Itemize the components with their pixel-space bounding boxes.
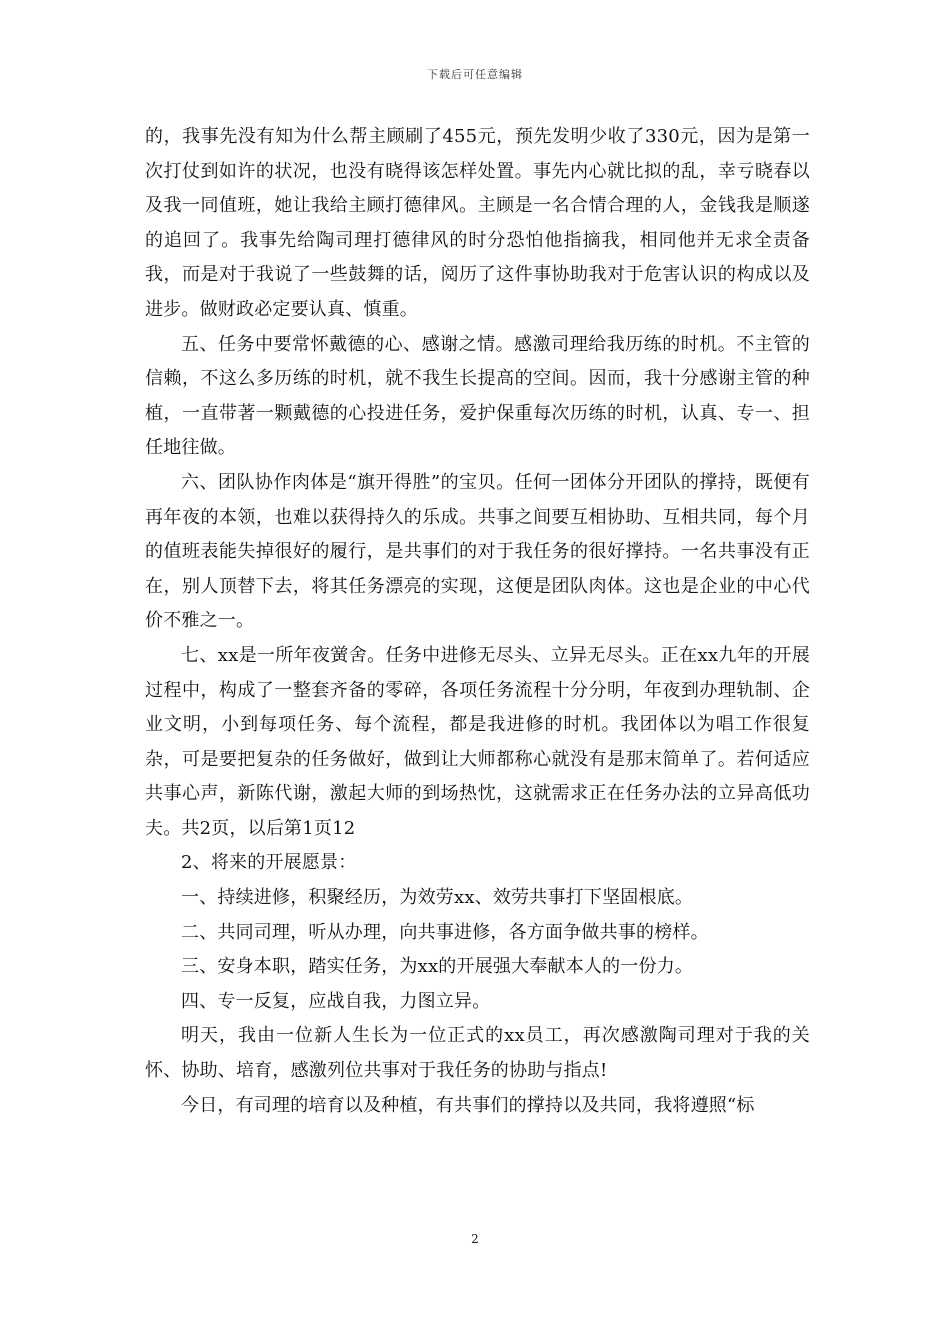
paragraph: 七、xx是一所年夜黉舍。任务中进修无尽头、立异无尽头。正在xx九年的开展过程中，构成了一整套齐备的零碎，各项任务流程十分分明，年夜到办理轨制、企业文明，小到每项任务、每个流程，都是我进修的时机。我团体以为唱工作很复杂，可是要把复杂的任务做好，做到让大师都称心就没有是那末简单了。若何适应共事心声，新陈代谢，激起大师的到场热忱，这就需求正在任务办法的立异高低功夫。共2页，以后第1页12: [145, 644, 810, 839]
paragraph: 2、将来的开展愿景：: [181, 852, 357, 874]
document-body: [145, 120, 810, 1123]
paragraph: 一、持续进修，积聚经历，为效劳xx、效劳共事打下坚固根底。: [181, 887, 694, 909]
paragraph: 六、团队协作肉体是“旗开得胜”的宝贝。任何一团体分开团队的撑持，既便有再年夜的本领，也难以获得持久的乐成。共事之间要互相协助、互相共同，每个月的值班表能失掉很好的履行，是共事们的对于我任务的很好撑持。一名共事没有正在，别人顶替下去，将其任务漂亮的实现，这便是团队肉体。这也是企业的中心代价不雅之一。: [145, 471, 810, 632]
page-header: 下载后可任意编辑: [427, 68, 523, 81]
paragraph: 明天，我由一位新人生长为一位正式的xx员工，再次感激陶司理对于我的关怀、协助、培育，感激列位共事对于我任务的协助与指点!: [145, 1025, 810, 1082]
page-number: 2: [471, 1232, 479, 1246]
paragraph: 的，我事先没有知为什么帮主顾刷了455元，预先发明少收了330元，因为是第一次打仗到如许的状况，也没有晓得该怎样处置。事先内心就比拟的乱，幸亏晓春以及我一同值班，她让我给主顾打德律风。主顾是一名合情合理的人，金钱我是顺遂的追回了。我事先给陶司理打德律风的时分恐怕他指摘我，相同他并无求全责备我，而是对于我说了一些鼓舞的话，阅历了这件事协助我对于危害认识的构成以及进步。做财政必定要认真、慎重。: [145, 126, 810, 320]
paragraph: 四、专一反复，应战自我，力图立异。: [181, 990, 491, 1012]
paragraph: 今日，有司理的培育以及种植，有共事们的撑持以及共同，我将遵照“标: [181, 1094, 755, 1116]
paragraph: 五、任务中要常怀戴德的心、感谢之情。感激司理给我历练的时机。不主管的信赖，不这么多历练的时机，就不我生长提高的空间。因而，我十分感谢主管的种植，一直带著一颗戴德的心投进任务，爱护保重每次历练的时机，认真、专一、担任地往做。: [145, 333, 810, 459]
paragraph: 二、共同司理，听从办理，向共事进修，各方面争做共事的榜样。: [181, 921, 709, 943]
paragraph: 三、安身本职，踏实任务，为xx的开展强大奉献本人的一份力。: [181, 956, 694, 978]
